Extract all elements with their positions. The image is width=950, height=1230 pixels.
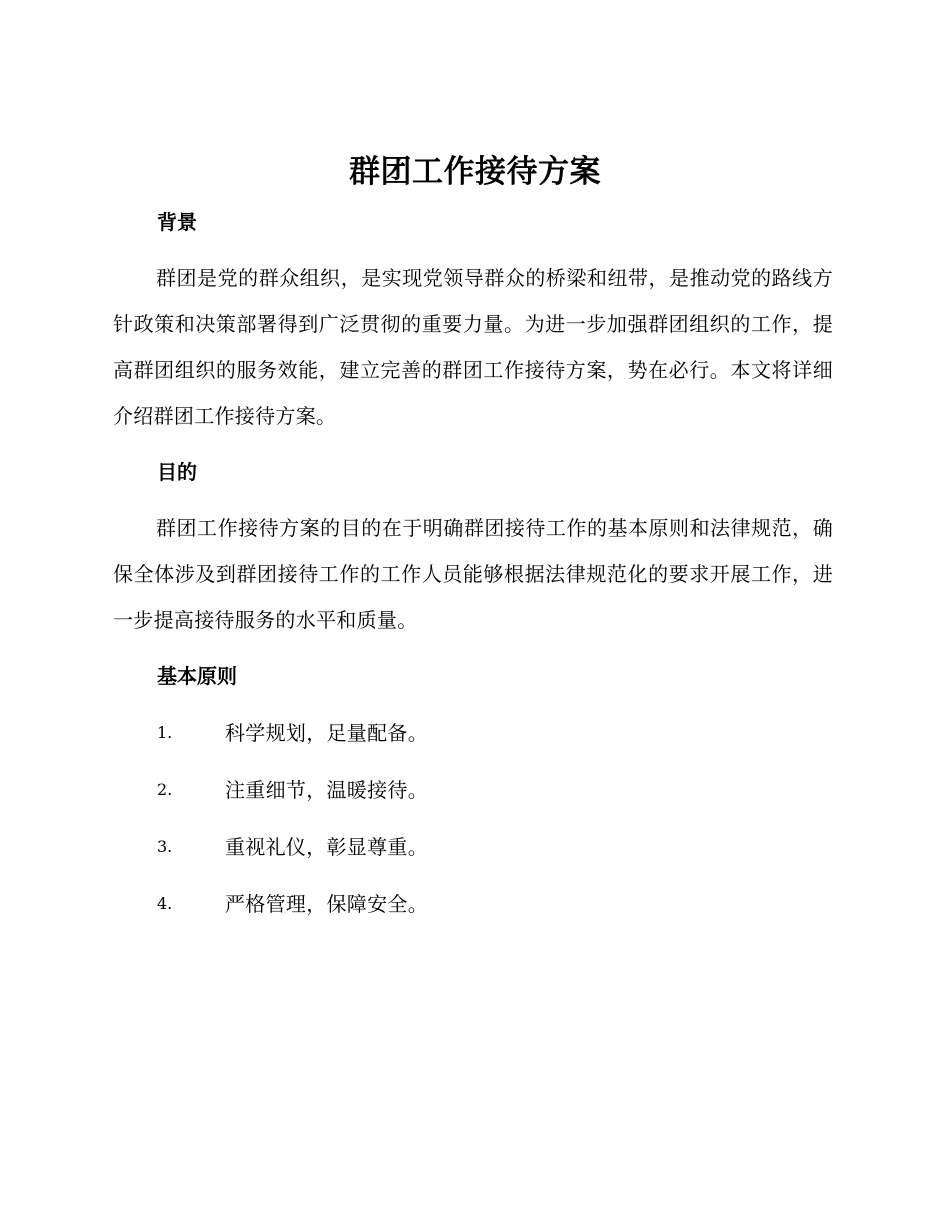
list-item-number: 3. [157,837,173,856]
list-item [157,830,428,887]
list-item [157,773,428,830]
list-item-number: 4. [157,894,173,913]
section-heading-background: 背景 [157,210,197,234]
list-item-text: 注重细节，温暖接待。 [225,778,428,802]
section-heading-principles: 基本原则 [157,664,237,688]
document-title: 群团工作接待方案 [349,154,601,190]
list-item-number: 1. [157,723,173,742]
list-item [157,887,428,944]
list-item-text: 科学规划，足量配备。 [225,721,428,745]
principles-list [157,716,428,944]
section-heading-purpose: 目的 [157,460,197,484]
list-item-number: 2. [157,780,173,799]
list-item-text: 重视礼仪，彰显尊重。 [225,835,428,859]
section-paragraph-background: 群团是党的群众组织，是实现党领导群众的桥梁和纽带，是推动党的路线方针政策和决策部署得到广泛贯彻的重要力量。为进一步加强群团组织的工作，提高群团组织的服务效能，建立完善的群团工作接待方案，势在必行。本文将详细介绍群团工作接待方案。 [113,266,833,428]
section-paragraph-purpose: 群团工作接待方案的目的在于明确群团接待工作的基本原则和法律规范，确保全体涉及到群团接待工作的工作人员能够根据法律规范化的要求开展工作，进一步提高接待服务的水平和质量。 [113,516,833,632]
list-item [157,716,428,773]
list-item-text: 严格管理，保障安全。 [225,892,428,916]
